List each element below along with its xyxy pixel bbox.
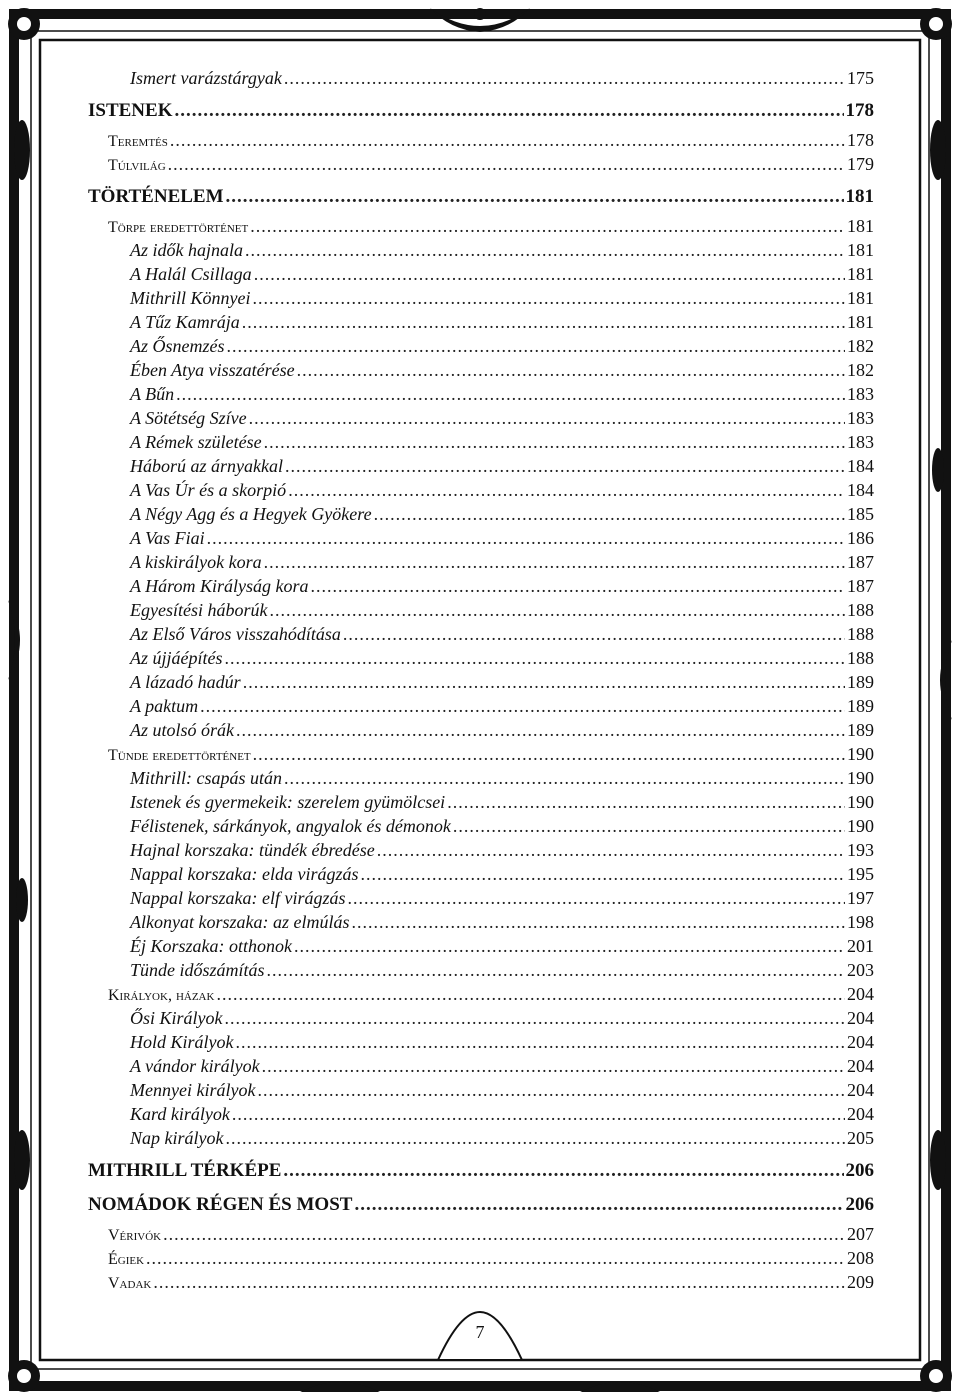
- toc-subsection-entry: [88, 214, 874, 238]
- toc-entry-title: Alkonyat korszaka: az elmúlás: [130, 912, 350, 932]
- dot-leader: [176, 382, 845, 406]
- dot-leader: [227, 334, 846, 358]
- toc-entry-title: Ősi Királyok: [130, 1008, 223, 1028]
- toc-entry-title: Tünde időszámítás: [130, 960, 265, 980]
- toc-entry-page: 175: [847, 68, 874, 88]
- toc-entry-page: 182: [847, 336, 874, 356]
- toc-entry-title: Az Ősnemzés: [130, 336, 225, 356]
- dot-leader: [168, 152, 845, 176]
- toc-entry-title: MITHRILL TÉRKÉPE: [88, 1160, 282, 1181]
- dot-leader: [242, 310, 845, 334]
- toc-entry-title: A Vas Fiai: [130, 528, 205, 548]
- dot-leader: [207, 526, 845, 550]
- toc-entry-title: Nappal korszaka: elf virágzás: [130, 888, 346, 908]
- dot-leader: [200, 694, 845, 718]
- dot-leader: [285, 454, 845, 478]
- toc-entry-page: 205: [847, 1128, 874, 1148]
- toc-entry: [88, 766, 874, 790]
- toc-entry: [88, 1126, 874, 1150]
- toc-entry-page: 209: [847, 1272, 874, 1292]
- dot-leader: [236, 718, 845, 742]
- dot-leader: [226, 180, 844, 214]
- dot-leader: [243, 670, 845, 694]
- toc-entry-title: A Bűn: [130, 384, 175, 404]
- dot-leader: [284, 766, 845, 790]
- toc-entry-title: Az Első Város visszahódítása: [130, 624, 341, 644]
- toc-entry-page: 183: [847, 384, 874, 404]
- toc-entry-title: Mithrill: csapás után: [130, 768, 282, 788]
- toc-entry-page: 184: [847, 480, 874, 500]
- dot-leader: [174, 94, 843, 128]
- toc-entry-title: Mennyei királyok: [130, 1080, 256, 1100]
- toc-entry-page: 181: [847, 288, 874, 308]
- toc-entry-title: Mithrill Könnyei: [130, 288, 251, 308]
- dot-leader: [283, 1154, 843, 1188]
- toc-entry: [88, 646, 874, 670]
- dot-leader: [250, 214, 845, 238]
- toc-entry-page: 185: [847, 504, 874, 524]
- toc-entry-page: 198: [847, 912, 874, 932]
- toc-entry-title: Ében Atya visszatérése: [130, 360, 295, 380]
- dot-leader: [297, 358, 845, 382]
- toc-entry-title: ISTENEK: [88, 100, 173, 121]
- toc-entry: [88, 526, 874, 550]
- toc-entry: [88, 790, 874, 814]
- toc-entry-title: A Három Királyság kora: [130, 576, 309, 596]
- toc-entry: [88, 958, 874, 982]
- toc-entry-page: 204: [847, 984, 874, 1004]
- toc-entry-page: 206: [845, 1160, 874, 1181]
- toc-section-entry: [88, 1154, 874, 1188]
- toc-entry-page: 197: [847, 888, 874, 908]
- toc-entry: [88, 262, 874, 286]
- toc-entry-page: 188: [847, 624, 874, 644]
- dot-leader: [253, 286, 846, 310]
- toc-entry-title: Ismert varázstárgyak: [130, 68, 282, 88]
- toc-entry: [88, 598, 874, 622]
- toc-entry-page: 208: [847, 1248, 874, 1268]
- toc-entry-title: Törpe eredettörténet: [108, 219, 249, 236]
- toc-entry-page: 181: [847, 264, 874, 284]
- toc-entry-page: 204: [847, 1104, 874, 1124]
- toc-entry-title: A Négy Agg és a Hegyek Gyökere: [130, 504, 372, 524]
- toc-entry-page: 186: [847, 528, 874, 548]
- toc-entry: [88, 310, 874, 334]
- toc-entry-page: 195: [847, 864, 874, 884]
- dot-leader: [354, 1188, 843, 1222]
- dot-leader: [216, 982, 845, 1006]
- dot-leader: [348, 886, 846, 910]
- toc-entry-page: 183: [847, 432, 874, 452]
- toc-subsection-entry: [88, 1270, 874, 1294]
- toc-entry-title: A paktum: [130, 696, 199, 716]
- toc-entry: [88, 406, 874, 430]
- toc-entry-page: 183: [847, 408, 874, 428]
- toc-entry-page: 204: [847, 1032, 874, 1052]
- toc-entry-title: NOMÁDOK RÉGEN ÉS MOST: [88, 1194, 353, 1215]
- toc-entry: [88, 1030, 874, 1054]
- toc-entry: [88, 694, 874, 718]
- toc-entry-page: 181: [845, 186, 874, 207]
- toc-section-entry: [88, 180, 874, 214]
- toc-entry-title: Háború az árnyakkal: [130, 456, 283, 476]
- dot-leader: [225, 646, 846, 670]
- toc-entry: [88, 1102, 874, 1126]
- toc-entry: [88, 1078, 874, 1102]
- dot-leader: [245, 238, 845, 262]
- toc-entry-title: Éj Korszaka: otthonok: [130, 936, 292, 956]
- toc-subsection-entry: [88, 152, 874, 176]
- toc-entry: [88, 886, 874, 910]
- toc-entry: [88, 66, 874, 90]
- dot-leader: [264, 550, 845, 574]
- toc-entry-page: 204: [847, 1008, 874, 1028]
- toc-entry-page: 204: [847, 1080, 874, 1100]
- dot-leader: [262, 1054, 845, 1078]
- toc-entry-page: 188: [847, 648, 874, 668]
- toc-entry-page: 179: [847, 154, 874, 174]
- toc-entry-page: 203: [847, 960, 874, 980]
- toc-entry-page: 181: [847, 240, 874, 260]
- toc-entry: [88, 934, 874, 958]
- dot-leader: [253, 742, 845, 766]
- toc-entry: [88, 718, 874, 742]
- toc-entry-title: Égiek: [108, 1251, 145, 1268]
- toc-section-entry: [88, 94, 874, 128]
- toc-entry-page: 193: [847, 840, 874, 860]
- toc-entry: [88, 622, 874, 646]
- dot-leader: [236, 1030, 846, 1054]
- toc-entry-title: A kiskirályok kora: [130, 552, 262, 572]
- toc-entry: [88, 478, 874, 502]
- dot-leader: [361, 862, 846, 886]
- toc-subsection-entry: [88, 128, 874, 152]
- dot-leader: [267, 958, 845, 982]
- toc-entry: [88, 814, 874, 838]
- dot-leader: [447, 790, 845, 814]
- toc-entry-page: 187: [847, 552, 874, 572]
- page-number: 7: [475, 1322, 485, 1342]
- toc-entry-page: 184: [847, 456, 874, 476]
- toc-entry-page: 182: [847, 360, 874, 380]
- toc-entry-title: Hold Királyok: [130, 1032, 234, 1052]
- dot-leader: [269, 598, 845, 622]
- toc-entry-page: 190: [847, 744, 874, 764]
- toc-entry-title: A vándor királyok: [130, 1056, 260, 1076]
- toc-entry-page: 189: [847, 696, 874, 716]
- toc-subsection-entry: [88, 742, 874, 766]
- toc-entry: [88, 574, 874, 598]
- toc-entry-title: Hajnal korszaka: tündék ébredése: [130, 840, 375, 860]
- toc-entry-title: A Tűz Kamrája: [130, 312, 240, 332]
- dot-leader: [288, 478, 845, 502]
- toc-entry: [88, 382, 874, 406]
- toc-entry: [88, 550, 874, 574]
- toc-entry-title: Az idők hajnala: [130, 240, 243, 260]
- dot-leader: [153, 1270, 845, 1294]
- table-of-contents: [88, 66, 874, 1294]
- toc-entry-title: A Sötétség Szíve: [130, 408, 247, 428]
- toc-entry-page: 181: [847, 216, 874, 236]
- toc-entry-title: Vérivók: [108, 1227, 162, 1244]
- toc-entry-title: Nap királyok: [130, 1128, 224, 1148]
- toc-entry: [88, 502, 874, 526]
- toc-entry-title: Nappal korszaka: elda virágzás: [130, 864, 359, 884]
- dot-leader: [284, 66, 845, 90]
- toc-entry-title: Teremtés: [108, 133, 168, 150]
- toc-entry-page: 187: [847, 576, 874, 596]
- dot-leader: [294, 934, 845, 958]
- toc-entry: [88, 454, 874, 478]
- toc-entry-page: 190: [847, 792, 874, 812]
- toc-entry-page: 190: [847, 768, 874, 788]
- toc-entry: [88, 862, 874, 886]
- dot-leader: [377, 838, 845, 862]
- toc-entry: [88, 238, 874, 262]
- toc-entry-title: A Rémek születése: [130, 432, 262, 452]
- toc-entry-title: Kard királyok: [130, 1104, 230, 1124]
- toc-entry-page: 201: [847, 936, 874, 956]
- toc-entry-title: Vadak: [108, 1275, 152, 1292]
- toc-entry-page: 206: [845, 1194, 874, 1215]
- toc-entry-title: A Vas Úr és a skorpió: [130, 480, 287, 500]
- toc-subsection-entry: [88, 1246, 874, 1270]
- toc-entry: [88, 838, 874, 862]
- dot-leader: [343, 622, 845, 646]
- dot-leader: [351, 910, 845, 934]
- toc-entry-page: 189: [847, 672, 874, 692]
- toc-entry-title: Túlvilág: [108, 157, 166, 174]
- dot-leader: [225, 1126, 845, 1150]
- toc-entry-title: A lázadó hadúr: [130, 672, 241, 692]
- dot-leader: [453, 814, 845, 838]
- toc-entry-title: Az újjáépítés: [130, 648, 223, 668]
- dot-leader: [249, 406, 845, 430]
- dot-leader: [264, 430, 845, 454]
- toc-entry: [88, 1054, 874, 1078]
- toc-entry: [88, 358, 874, 382]
- toc-entry-page: 188: [847, 600, 874, 620]
- dot-leader: [374, 502, 845, 526]
- dot-leader: [163, 1222, 845, 1246]
- toc-entry-title: Királyok, házak: [108, 987, 215, 1004]
- toc-entry-page: 189: [847, 720, 874, 740]
- toc-subsection-entry: [88, 982, 874, 1006]
- toc-entry-page: 178: [847, 130, 874, 150]
- toc-entry-title: Istenek és gyermekeik: szerelem gyümölcsei: [130, 792, 446, 812]
- toc-entry: [88, 670, 874, 694]
- toc-entry: [88, 1006, 874, 1030]
- dot-leader: [257, 1078, 845, 1102]
- toc-entry-title: Tünde eredettörténet: [108, 747, 251, 764]
- toc-entry-title: Az utolsó órák: [130, 720, 235, 740]
- toc-entry: [88, 334, 874, 358]
- dot-leader: [254, 262, 845, 286]
- dot-leader: [146, 1246, 845, 1270]
- toc-entry: [88, 430, 874, 454]
- toc-entry: [88, 286, 874, 310]
- toc-entry-title: Egyesítési háborúk: [130, 600, 268, 620]
- toc-entry-page: 181: [847, 312, 874, 332]
- toc-entry-title: TÖRTÉNELEM: [88, 186, 224, 207]
- toc-entry: [88, 910, 874, 934]
- toc-entry-title: A Halál Csillaga: [130, 264, 252, 284]
- toc-entry-page: 178: [845, 100, 874, 121]
- toc-subsection-entry: [88, 1222, 874, 1246]
- dot-leader: [232, 1102, 845, 1126]
- toc-entry-title: Félistenek, sárkányok, angyalok és démonok: [130, 816, 451, 836]
- dot-leader: [225, 1006, 846, 1030]
- toc-entry-page: 190: [847, 816, 874, 836]
- dot-leader: [170, 128, 845, 152]
- dot-leader: [311, 574, 845, 598]
- toc-entry-page: 207: [847, 1224, 874, 1244]
- toc-section-entry: [88, 1188, 874, 1222]
- toc-entry-page: 204: [847, 1056, 874, 1076]
